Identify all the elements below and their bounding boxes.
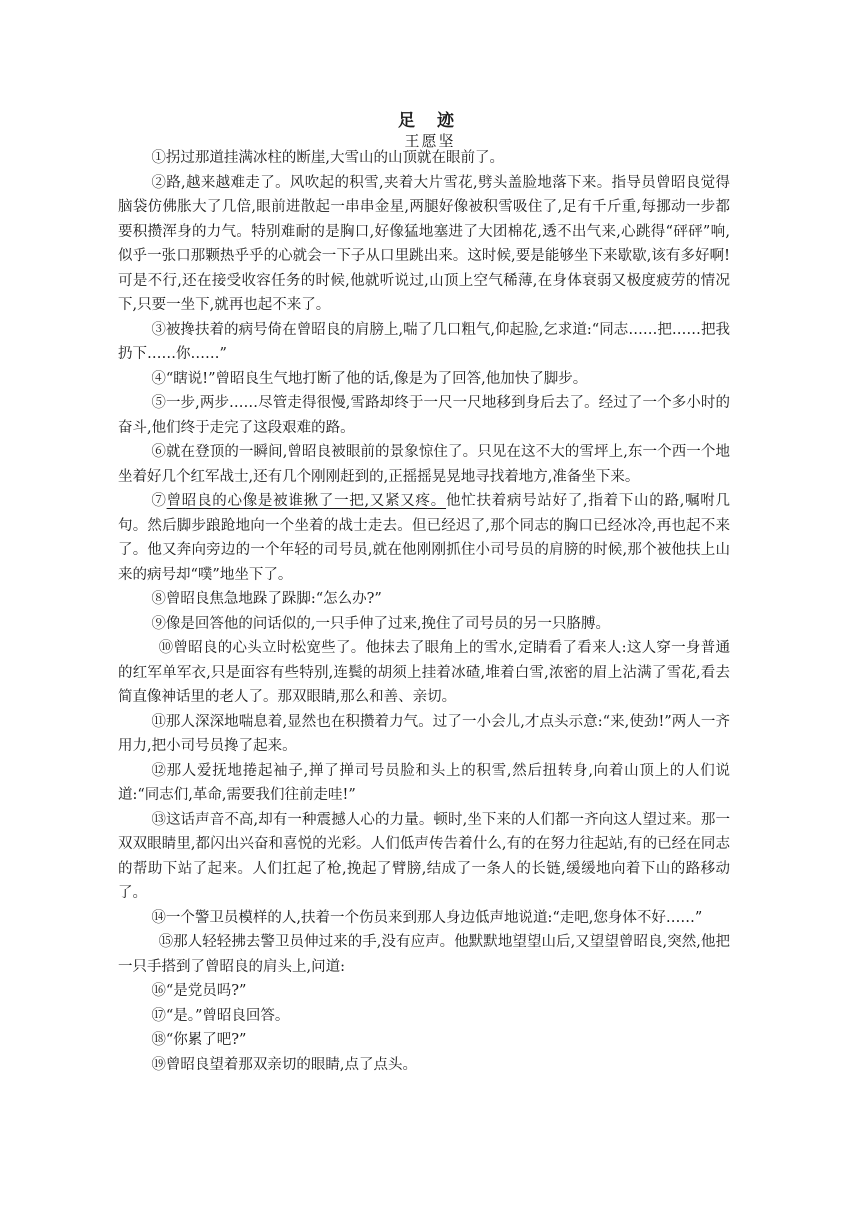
paragraph-8: ⑧曾昭良焦急地跺了跺脚:“怎么办?” [151,591,382,607]
paragraph-7 [118,489,730,587]
paragraph-16: ⑯“是党员吗?” [151,983,247,999]
paragraph-7-number: ⑦ [151,493,167,509]
paragraph-3: ③被搀扶着的病号倚在曾昭良的肩膀上,喘了几口粗气,仰起脸,乞求道:“同志……把……把我扔下……你……” [118,321,730,362]
paragraph-13: ⑬这话声音不高,却有一种震撼人心的力量。顿时,坐下来的人们都一齐向这人望过来。那一双双眼睛里,都闪出兴奋和喜悦的光彩。人们低声传告着什么,有的在努力往起站,有的已经在同志的帮助下站了起来。人们扛起了枪,挽起了臂膀,结成了一条人的长链,缓缓地向着下山的路移动了。 [118,811,730,901]
paragraph-11: ⑪那人深深地喘息着,显然也在积攒着力气。过了一小会儿,才点头示意:“来,使劲!”两人一齐用力,把小司号员搀了起来。 [118,713,730,754]
paragraph-18: ⑱“你累了吧?” [151,1032,247,1048]
paragraph-6: ⑥就在登顶的一瞬间,曾昭良被眼前的景象惊住了。只见在这不大的雪坪上,东一个西一个地坐着好几个红军战士,还有几个刚刚赶到的,正摇摇晃晃地寻找着地方,准备坐下来。 [118,444,730,485]
paragraph-10: ⑩曾昭良的心头立时松宽些了。他抹去了眼角上的雪水,定睛看了看来人:这人穿一身普通的红军单军衣,只是面容有些特别,连鬓的胡须上挂着冰碴,堆着白雪,浓密的眉上沾满了雪花,看去简直像神话里的老人了。那双眼睛,那么和善、亲切。 [118,640,730,705]
paragraph-7-rest: 他忙扶着病号站好了,指着下山的路,嘱咐几句。然后脚步踉跄地向一个坐着的战士走去。但已经迟了,那个同志的胸口已经冰冷,再也起不来了。他又奔向旁边的一个年轻的司号员,就在他刚刚抓住小司号员的肩膀的时候,那个被他扶上山来的病号却“噗”地坐下了。 [118,493,731,583]
document-title: 足 迹 [398,111,462,131]
document-body [118,146,730,1077]
paragraph-19: ⑲曾昭良望着那双亲切的眼睛,点了点头。 [151,1056,417,1073]
paragraph-2: ②路,越来越难走了。风吹起的积雪,夹着大片雪花,劈头盖脸地落下来。指导员曾昭良觉得脑袋仿佛胀大了几倍,眼前进散起一串串金星,两腿好像被积雪吸住了,足有千斤重,每挪动一步都要积攒浑身的力气。特别难耐的是胸口,好像猛地塞进了大团棉花,透不出气来,心跳得“砰砰”响,似乎一张口那颗热乎乎的心就会一下子从口里跳出来。这时候,要是能够坐下来歇歇,该有多好啊!可是不行,还在接受收容任务的时候,他就听说过,山顶上空气稀薄,在身体衰弱又极度疲劳的情况下,只要一坐下,就再也起不来了。 [118,174,730,313]
paragraph-15: ⑮那人轻轻拂去警卫员伸过来的手,没有应声。他默默地望望山后,又望望曾昭良,突然,他把一只手搭到了曾昭良的肩头上,问道: [118,934,730,975]
paragraph-12: ⑫那人爱抚地捲起袖子,掸了掸司号员脸和头上的积雪,然后扭转身,向着山顶上的人们说道:“同志们,革命,需要我们往前走哇!” [118,762,730,803]
paragraph-9: ⑨像是回答他的问话似的,一只手伸了过来,挽住了司号员的另一只胳膊。 [151,615,611,632]
paragraph-1: ①拐过那道挂满冰柱的断崖,大雪山的山顶就在眼前了。 [151,150,504,166]
paragraph-4: ④“瞎说!”曾昭良生气地打断了他的话,像是为了回答,他加快了脚步。 [151,370,588,387]
underlined-sentence: 曾昭良的心像是被谁揪了一把,又紧又疼。 [166,493,446,509]
paragraph-5: ⑤一步,两步……尽管走得很慢,雪路却终于一尺一尺地移到身后去了。经过了一个多小时的奋斗,他们终于走完了这段艰难的路。 [118,395,730,436]
paragraph-17: ⑰“是。”曾昭良回答。 [151,1007,290,1024]
paragraph-14: ⑭一个警卫员模样的人,扶着一个伤员来到那人身边低声地说道:“走吧,您身体不好……” [151,909,703,926]
author-name: 王愿坚 [404,132,456,150]
